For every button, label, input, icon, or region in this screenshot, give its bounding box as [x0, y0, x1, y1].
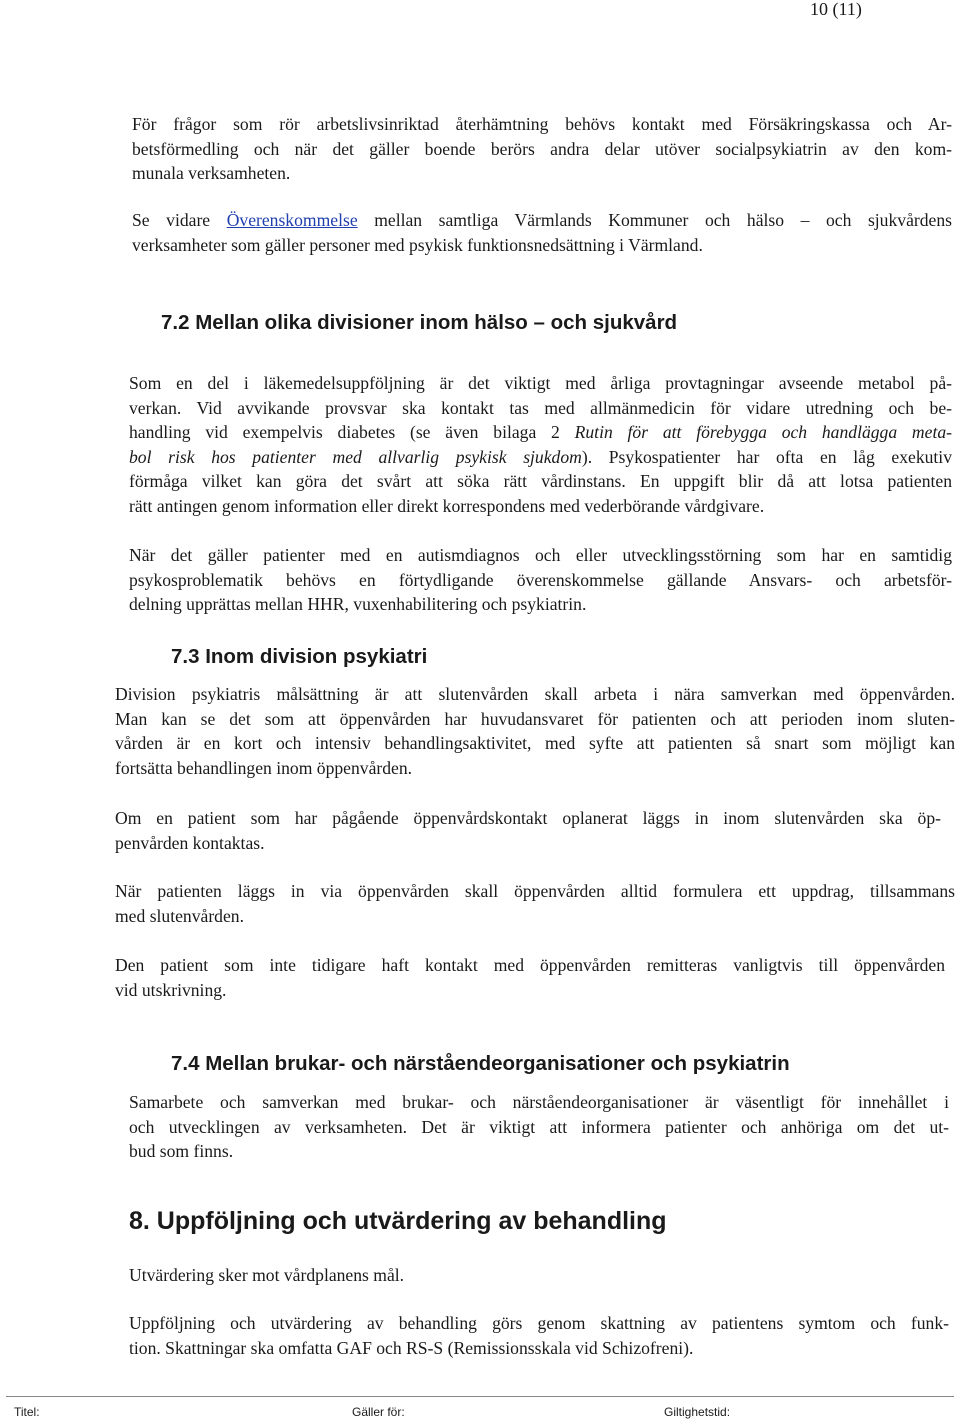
text-line: Man kan se det som att öppenvården har huvudansvaret för patienten och att perioden inom sluten-: [115, 708, 955, 729]
text-line: När det gäller patienter med en autismdiagnos och eller utvecklingsstörning som har en samtidig: [129, 545, 952, 565]
paragraph-user-organisations: [129, 1090, 949, 1164]
text-line: verkan. Vid avvikande provsvar ska kontakt tas med allmänmedicin för vidare utredning och be-: [129, 397, 952, 418]
paragraph-assessment: [129, 1311, 949, 1360]
text-line: När patienten läggs in via öppenvården skall öppenvården alltid formulera ett uppdrag, tillsammans: [115, 881, 955, 901]
appendix-title: bol risk hos patienter med allvarlig psykisk sjukdom: [129, 446, 582, 467]
paragraph-psychiatry-goal: [115, 682, 955, 780]
text-segment: Se vidare: [132, 210, 227, 230]
page-number: 10 (11): [810, 0, 862, 19]
paragraph-outpatient-contact: [115, 806, 941, 855]
paragraph-autism: [129, 543, 952, 617]
text-line: tion. Skattningar ska omfatta GAF och RS-S (Remissionsskala vid Schizofreni).: [129, 1337, 694, 1358]
text-line: Om en patient som har pågående öppenvårdskontakt oplanerat läggs in inom slutenvården ska öp-: [115, 808, 941, 828]
paragraph-medication-followup: [129, 371, 952, 518]
text-line: vid utskrivning.: [115, 979, 227, 1000]
heading-8: 8. Uppföljning och utvärdering av behandling: [129, 1207, 667, 1235]
text-line: Som en del i läkemedelsuppföljning är det viktigt med årliga provtagningar avseende metabol på-: [129, 373, 952, 393]
text-line: rätt antingen genom information eller direkt korrespondens med vederbörande vårdgivare.: [129, 495, 765, 516]
text-line: Utvärdering sker mot vårdplanens mål.: [129, 1265, 405, 1285]
text-line: förmåga vilket kan göra det svårt att söka rätt vårdinstans. En uppgift blir då att lotsa patienten: [129, 471, 952, 491]
text-line: penvården kontaktas.: [115, 832, 265, 853]
text-line: verksamheter som gäller personer med psykisk funktionsnedsättning i Värmland.: [132, 234, 703, 255]
heading-7-3: 7.3 Inom division psykiatri: [171, 645, 428, 668]
text-line: Uppföljning och utvärdering av behandling görs genom skattning av patientens symtom och funk-: [129, 1313, 949, 1333]
heading-7-4: 7.4 Mellan brukar- och närståendeorganisationer och psykiatrin: [171, 1052, 790, 1075]
text-line: Samarbete och samverkan med brukar- och närståendeorganisationer är väsentligt för innehållet i: [129, 1092, 949, 1112]
text-line: och utvecklingen av verksamheten. Det är viktigt att informera patienter och anhöriga om det ut-: [129, 1116, 949, 1137]
text-line: För frågor som rör arbetslivsinriktad återhämtning behövs kontakt med Försäkringskassa och Ar-: [132, 114, 952, 134]
appendix-title: Rutin för att förebygga och handlägga meta-: [574, 422, 952, 442]
paragraph-referral: [115, 953, 945, 1002]
text-line: bud som finns.: [129, 1141, 234, 1161]
text-line: psykosproblematik behövs en förtydligande överenskommelse gällande Ansvars- och arbetsför-: [129, 569, 952, 590]
text-line: betsförmedling och när det gäller boende berörs andra delar utöver socialpsykiatrin av den kom-: [132, 138, 952, 159]
text-line: Den patient som inte tidigare haft kontakt med öppenvården remitteras vanligtvis till öppenvården: [115, 955, 945, 975]
heading-7-2: 7.2 Mellan olika divisioner inom hälso – och sjukvård: [161, 311, 678, 334]
text-segment: ). Psykospatienter har ofta en låg exekutiv: [581, 446, 952, 467]
text-line: vården är en kort och intensiv behandlingsaktivitet, med syfte att patienten så snart som möjligt kan: [115, 733, 955, 753]
paragraph-evaluation: [129, 1263, 949, 1288]
paragraph-see-also: [132, 208, 952, 257]
text-line: Division psykiatris målsättning är att slutenvården skall arbeta i nära samverkan med öppenvården.: [115, 684, 955, 704]
text-segment: handling vid exempelvis diabetes (se även bilaga 2: [129, 422, 575, 442]
text-line: delning upprättas mellan HHR, vuxenhabilitering och psykiatrin.: [129, 594, 587, 614]
text-line: munala verksamheten.: [132, 163, 291, 183]
footer-divider: [6, 1396, 954, 1397]
text-line: med slutenvården.: [115, 905, 244, 926]
paragraph-work-rehab: [132, 112, 952, 186]
agreement-link[interactable]: Överenskommelse: [226, 210, 358, 230]
footer-title-label: Titel:: [14, 1405, 40, 1419]
footer-validity-label: Giltighetstid:: [664, 1405, 731, 1419]
text-segment: mellan samtliga Värmlands Kommuner och hälso – och sjukvårdens: [357, 210, 952, 230]
paragraph-admission: [115, 879, 955, 928]
footer-applies-label: Gäller för:: [352, 1405, 405, 1419]
text-line: fortsätta behandlingen inom öppenvården.: [115, 757, 413, 778]
